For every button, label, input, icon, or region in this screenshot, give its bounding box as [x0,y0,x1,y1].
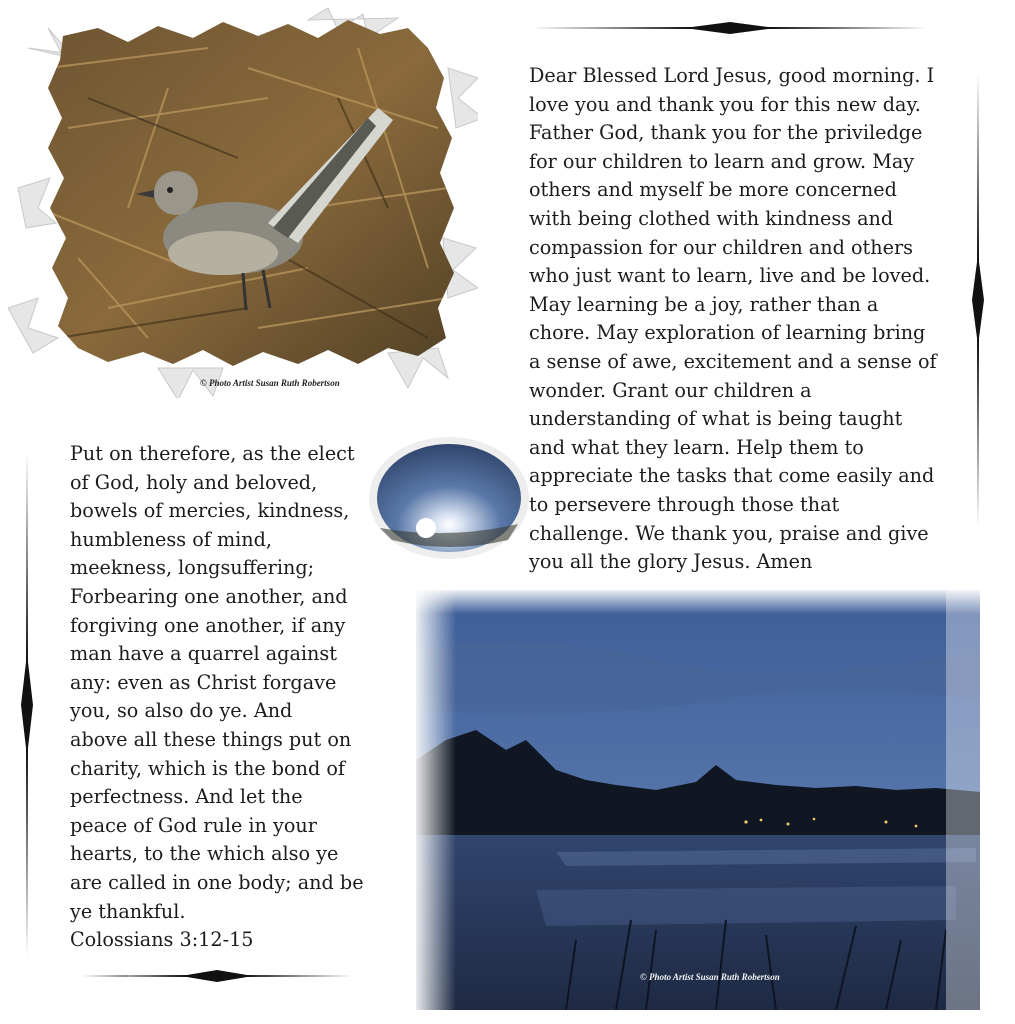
scripture-text: Put on therefore, as the elect of God, holy and beloved, bowels of mercies, kindness, humbleness of mind, meekness, longsuffering; Forbearing one another, and forgiving one another, if any man have a quarrel against any: even as Christ forgave you, so also do ye. And above all these things put on charity, which is the bond of perfectness. And let the peace of God rule in your hearts, to the which also ye are called in one body; and be ye thankful. [70,442,364,923]
lake-photo [416,590,980,1010]
right-divider [970,72,986,528]
lake-photo-credit: © Photo Artist Susan Ruth Robertson [640,972,780,982]
bird-photo-credit: © Photo Artist Susan Ruth Robertson [200,378,340,388]
left-divider [19,452,35,958]
sunset-oval-photo [368,436,530,560]
top-divider [532,20,928,36]
bird-photo [8,8,478,398]
scripture-reference: Colossians 3:12-15 [70,928,254,951]
bottom-divider [82,968,352,984]
prayer-text: Dear Blessed Lord Jesus, good morning. I love you and thank you for this new day. Father God, thank you for the priviledge for our children to learn and grow. May others and myself be more concerned with being clothed with kindness and compassion for our children and others who just want to learn, live and be loved. May learning be a joy, rather than a chore. May exploration of learning bring a sense of awe, excitement and a sense of wonder. Grant our children a understanding of what is being taught and what they learn. Help them to appreciate the tasks that come easily and to persevere through those that challenge. We thank you, praise and give you all the glory Jesus. Amen [529,64,937,574]
